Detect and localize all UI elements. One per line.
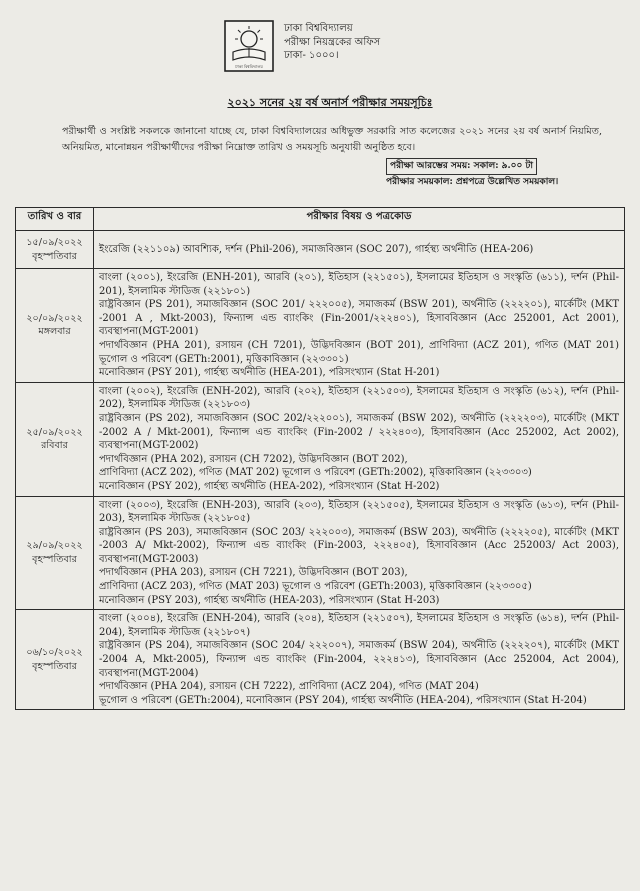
exam-day: রবিবার xyxy=(41,440,68,452)
subject-line: রাষ্ট্রবিজ্ঞান (PS 202), সমাজবিজ্ঞান (SOC 202/২২২০০১), সমাজকর্ম (BSW 202), অর্থনীতি (২২২২০৩), মার্কেটিং (MKT -2002 A / Mkt-2001), ফিন্যান্স এন্ড ব্যাংকিং (Fin-2002 / ২২২৪০৩), হিসাববিজ্ঞান (Acc 252002, Act 2002), ব্যবস্থাপনা(MGT-2002) xyxy=(99,412,619,452)
subject-line: রাষ্ট্রবিজ্ঞান (PS 204), সমাজবিজ্ঞান (SOC 204/ ২২২০০৭), সমাজকর্ম (BSW 204), অর্থনীতি (২২২২০৭), মার্কেটিং (MKT -2004 A, Mkt-2005), ফিন্যান্স এন্ড ব্যাংকিং (Fin-2004, ২২২৪১৩), হিসাববিজ্ঞান (Acc 252004, Act 2004), ব্যবস্থাপনা(MGT-2004) xyxy=(99,640,619,679)
exam-date: ২৯/০৯/২০২২ xyxy=(26,540,83,552)
subject-line: পদার্থবিজ্ঞান (PHA 202), রসায়ন (CH 7202), উদ্ভিদবিজ্ঞান (BOT 202), xyxy=(99,453,408,465)
exam-date: ১৫/০৯/২০২২ xyxy=(26,236,83,248)
subject-cell xyxy=(94,382,625,496)
office-name: পরীক্ষা নিয়ন্ত্রকের অফিস xyxy=(284,36,381,48)
subject-line: ভূগোল ও পরিবেশ (GETh:2004), মনোবিজ্ঞান (PSY 204), গার্হস্থ্য অর্থনীতি (HEA-204), পরিসংখ্যান (Stat H-204) xyxy=(99,694,587,706)
date-cell xyxy=(16,610,94,710)
university-header xyxy=(284,22,380,63)
table-row xyxy=(16,610,625,710)
exam-day: বৃহস্পতিবার xyxy=(32,553,77,565)
city-line: ঢাকা- ১০০০। xyxy=(284,50,339,61)
subject-cell xyxy=(94,269,625,383)
subject-cell xyxy=(94,231,625,269)
exam-schedule-table xyxy=(15,207,625,710)
university-logo-icon xyxy=(224,20,274,72)
exam-date: ০৬/১০/২০২২ xyxy=(26,647,83,659)
subject-line: ইংরেজি (২২১১০৯) আবশ্যিক, দর্শন (Phil-206), সমাজবিজ্ঞান (SOC 207), গার্হস্থ্য অর্থনীতি (HEA-206) xyxy=(99,243,534,255)
exam-day: বৃহস্পতিবার xyxy=(32,660,77,672)
exam-start-time: পরীক্ষা আরম্ভের সময়: সকাল: ৯.০০ টা xyxy=(386,158,537,175)
table-row xyxy=(16,496,625,610)
subject-line: পদার্থবিজ্ঞান (PHA 203), রসায়ন (CH 7221), উদ্ভিদবিজ্ঞান (BOT 203), xyxy=(99,567,408,579)
date-cell xyxy=(16,496,94,610)
exam-day: মঙ্গলবার xyxy=(38,326,71,338)
subject-line: রাষ্ট্রবিজ্ঞান (PS 203), সমাজবিজ্ঞান (SOC 203/ ২২২০০৩), সমাজকর্ম (BSW 203), অর্থনীতি (২২২২০৫), মার্কেটিং (MKT -2003 A/ Mkt-2002), ফিন্যান্স এন্ড ব্যাংকিং (Fin-2003, ২২২৪০৫), হিসাববিজ্ঞান (Acc 252003/ Act 2003), ব্যবস্থাপনা(MGT-2003) xyxy=(99,526,619,565)
table-row xyxy=(16,269,625,383)
table-row xyxy=(16,231,625,269)
subject-line: রাষ্ট্রবিজ্ঞান (PS 201), সমাজবিজ্ঞান (SOC 201/ ২২২০০৫), সমাজকর্ম (BSW 201), অর্থনীতি (২২২২০১), মার্কেটিং (MKT -2001 A , Mkt-2003), ফিন্যান্স এন্ড ব্যাংকিং (Fin-2001/২২২৪০১), হিসাববিজ্ঞান (Acc 252001, Act 2001), ব্যবস্থাপনা(MGT-2001) xyxy=(99,299,619,338)
subject-line: বাংলা (২০০২), ইংরেজি (ENH-202), আরবি (২০২), ইতিহাস (২২১৫০৩), ইসলামের ইতিহাস ও সংস্কৃতি (৬১২), দর্শন (Phil-202), ইসলামিক স্টাডিজ (২২১৮০৩) xyxy=(99,385,619,411)
header-subject: পরীক্ষার বিষয় ও পত্রকোড xyxy=(94,208,625,231)
header-date: তারিখ ও বার xyxy=(16,208,94,231)
exam-date: ২৫/০৯/২০২২ xyxy=(26,426,83,438)
subject-line: প্রাণিবিদ্যা (ACZ 202), গণিত (MAT 202) ভূগোল ও পরিবেশ (GETh:2002), মৃত্তিকাবিজ্ঞান (২২৩৩০৩) xyxy=(99,467,532,479)
subject-line: প্রাণিবিদ্যা (ACZ 203), গণিত (MAT 203) ভূগোল ও পরিবেশ (GETh:2003), মৃত্তিকাবিজ্ঞান (২২৩৩০৫) xyxy=(99,581,532,593)
subject-cell xyxy=(94,610,625,710)
university-name: ঢাকা বিশ্ববিদ্যালয় xyxy=(284,23,353,34)
exam-time-box xyxy=(386,158,606,190)
date-cell xyxy=(16,269,94,383)
svg-text:ঢাকা বিশ্ববিদ্যালয়: ঢাকা বিশ্ববিদ্যালয় xyxy=(235,64,263,69)
exam-day: বৃহস্পতিবার xyxy=(32,250,77,262)
date-cell xyxy=(16,231,94,269)
notice-text: পরীক্ষার্থী ও সংশ্লিষ্ট সকলকে জানানো যাচ্ছে যে, ঢাকা বিশ্ববিদ্যালয়ের অধিভুক্ত সরকারি সাত কলেজের ২০২১ সনের ২য় বর্ষ অনার্স নিয়মিত, অনিয়মিত, মানোন্নয়ন পরীক্ষার্থীদের পরীক্ষা নিম্নোক্ত তারিখ ও সময়সূচি অনুযায়ী অনুষ্ঠিত হবে। xyxy=(62,126,602,153)
subject-line: পদার্থবিজ্ঞান (PHA 204), রসায়ন (CH 7222), প্রাণিবিদ্যা (ACZ 204), গণিত (MAT 204) xyxy=(99,681,479,693)
subject-line: বাংলা (২০০১), ইংরেজি (ENH-201), আরবি (২০১), ইতিহাস (২২১৫০১), ইসলামের ইতিহাস ও সংস্কৃতি (৬১১), দর্শন (Phil-201), ইসলামিক স্টাডিজ (২২১৮০১) xyxy=(99,272,619,297)
exam-date: ২০/০৯/২০২২ xyxy=(26,312,83,324)
subject-line: মনোবিজ্ঞান (PSY 203), গার্হস্থ্য অর্থনীতি (HEA-203), পরিসংখ্যান (Stat H-203) xyxy=(99,594,440,606)
table-row xyxy=(16,382,625,496)
subject-line: মনোবিজ্ঞান (PSY 202), গার্হস্থ্য অর্থনীতি (HEA-202), পরিসংখ্যান (Stat H-202) xyxy=(99,480,440,492)
subject-line: পদার্থবিজ্ঞান (PHA 201), রসায়ন (CH 7201), উদ্ভিদবিজ্ঞান (BOT 201), প্রাণিবিদ্যা (ACZ 201), গণিত (MAT 201) ভূগোল ও পরিবেশ (GETh:2001), মৃত্তিকাবিজ্ঞান (২২৩৩০১) xyxy=(99,339,619,365)
exam-duration: পরীক্ষার সময়কাল: প্রশ্নপত্রে উল্লেখিত সময়কাল। xyxy=(386,177,559,187)
page-title: ২০২১ সনের ২য় বর্ষ অনার্স পরীক্ষার সময়সূচিঃ xyxy=(227,96,433,109)
date-cell xyxy=(16,382,94,496)
subject-cell xyxy=(94,496,625,610)
notice-paragraph xyxy=(62,124,602,156)
subject-line: মনোবিজ্ঞান (PSY 201), গার্হস্থ্য অর্থনীতি (HEA-201), পরিসংখ্যান (Stat H-201) xyxy=(99,367,440,379)
subject-line: বাংলা (২০০৩), ইংরেজি (ENH-203), আরবি (২০৩), ইতিহাস (২২১৫০৫), ইসলামের ইতিহাস ও সংস্কৃতি (৬১৩), দর্শন (Phil-203), ইসলামিক স্টাডিজ (২২১৮০৫) xyxy=(99,499,619,525)
subject-line: বাংলা (২০০৪), ইংরেজি (ENH-204), আরবি (২০৪), ইতিহাস (২২১৫০৭), ইসলামের ইতিহাস ও সংস্কৃতি (৬১৪), দর্শন (Phil-204), ইসলামিক স্টাডিজ (২২১৮০৭) xyxy=(99,613,619,638)
